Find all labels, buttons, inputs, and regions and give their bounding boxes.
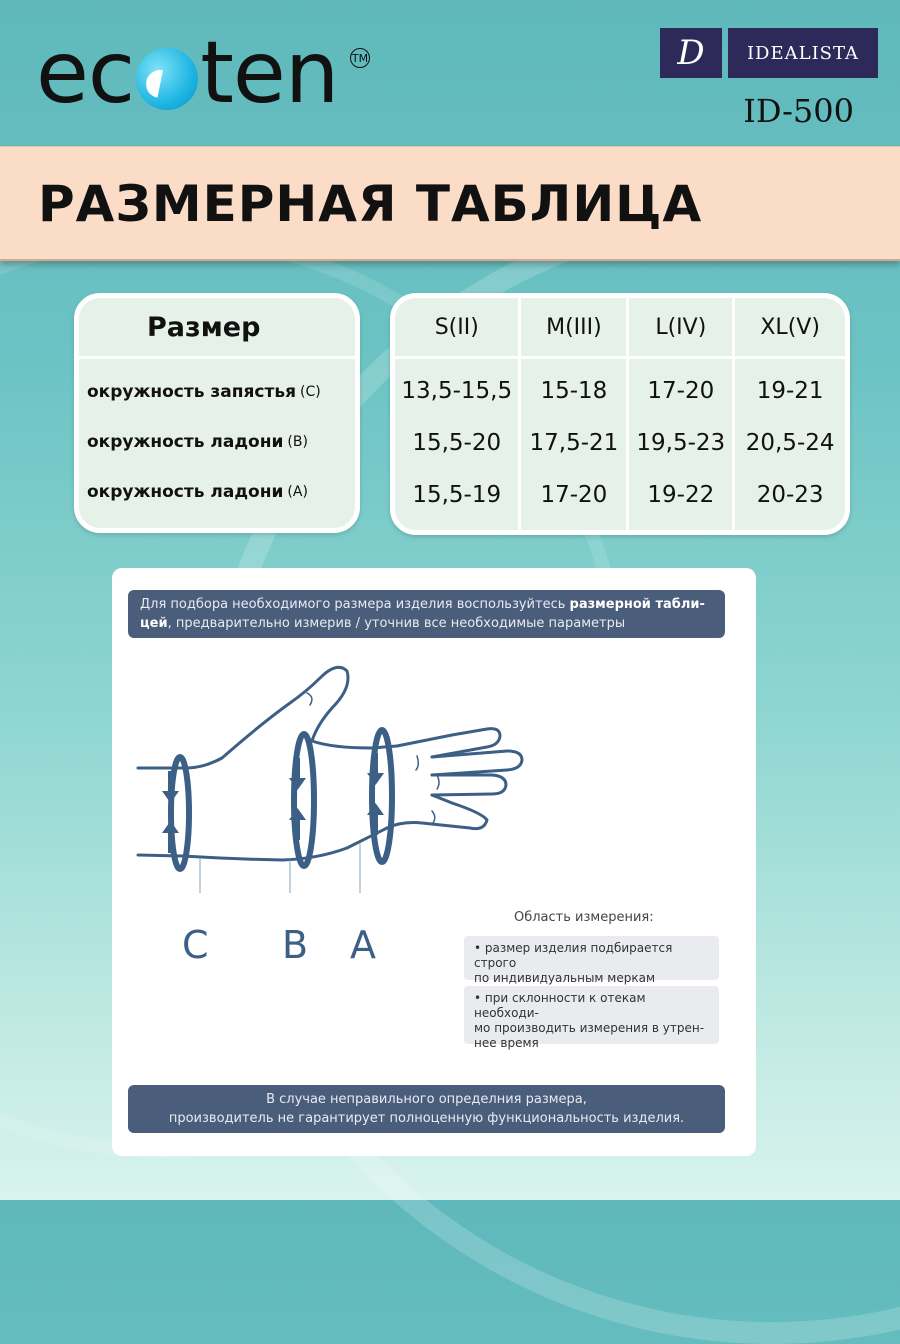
row-label-wrist [79, 367, 355, 417]
idealista-logo-icon: D [660, 28, 722, 78]
instruction-banner [128, 590, 725, 638]
label-c: C [182, 923, 209, 967]
measurement-labels-table [74, 293, 360, 533]
size-values-table [390, 293, 850, 535]
label-a: A [350, 923, 376, 967]
size-header: S(II) [395, 298, 518, 359]
size-row-header: Размер [79, 298, 355, 359]
size-header: M(III) [521, 298, 626, 359]
ecoten-logo [36, 23, 339, 123]
size-column-l [629, 298, 735, 530]
warning-line: производитель не гарантирует полноценную функциональность изделия. [168, 1111, 685, 1126]
row-label-palm-b [79, 417, 355, 467]
row-label-text: окружность запястья [87, 382, 297, 402]
size-column-m [521, 298, 629, 530]
hand-measurement-illustration [132, 653, 552, 893]
note-line: • при склонности к отекам необходи- [474, 991, 646, 1020]
page-title: РАЗМЕРНАЯ ТАБЛИЦА [38, 175, 703, 233]
warning-banner [128, 1085, 725, 1133]
brand-name: IDEALISTA [728, 28, 878, 78]
measurement-instruction-panel [112, 568, 756, 1156]
size-cell: 19-22 [647, 482, 715, 508]
measurement-letters [172, 918, 412, 968]
size-cell: 15-18 [540, 378, 608, 404]
size-cell: 17,5-21 [529, 430, 619, 456]
size-cell: 20,5-24 [745, 430, 835, 456]
trademark-mark: TM [350, 48, 370, 68]
size-column-s [395, 298, 521, 530]
note-line: нее время [474, 1036, 539, 1050]
logo-dot-icon [136, 48, 198, 110]
size-column-xl [735, 298, 845, 530]
instruction-text: , предварительно измерив / уточнив все необходимые параметры [167, 616, 626, 631]
model-number: ID-500 [743, 92, 854, 130]
idealista-brand [660, 28, 878, 78]
note-swelling [464, 986, 719, 1050]
instruction-bold: цей [140, 616, 168, 631]
instruction-bold: размерной табли- [569, 597, 705, 612]
warning-line: В случае неправильного определния размера, [266, 1092, 587, 1107]
row-label-text: окружность ладони [87, 482, 284, 502]
size-cell: 17-20 [540, 482, 608, 508]
size-header: L(IV) [629, 298, 732, 359]
size-cell: 15,5-19 [412, 482, 502, 508]
measurement-area-title: Область измерения: [514, 910, 654, 925]
instruction-text: Для подбора необходимого размера изделия воспользуйтесь [140, 597, 570, 612]
row-label-code: (В) [287, 434, 308, 450]
row-label-text: окружность ладони [87, 432, 284, 452]
row-label-palm-a [79, 467, 355, 517]
note-individual-size [464, 936, 719, 985]
title-band [0, 146, 900, 261]
size-cell: 19,5-23 [636, 430, 726, 456]
logo-text-start: ec [36, 23, 135, 123]
size-cell: 20-23 [756, 482, 824, 508]
label-b: B [282, 923, 309, 967]
size-cell: 15,5-20 [412, 430, 502, 456]
row-label-code: (С) [300, 384, 321, 400]
size-cell: 13,5-15,5 [401, 378, 513, 404]
size-cell: 17-20 [647, 378, 715, 404]
note-line: по индивидуальным меркам [474, 971, 656, 985]
row-label-code: (А) [287, 484, 308, 500]
note-line: • размер изделия подбирается строго [474, 941, 673, 970]
size-header: XL(V) [735, 298, 845, 359]
note-line: мо производить измерения в утрен- [474, 1021, 705, 1035]
size-cell: 19-21 [756, 378, 824, 404]
logo-text-end: ten [200, 23, 339, 123]
